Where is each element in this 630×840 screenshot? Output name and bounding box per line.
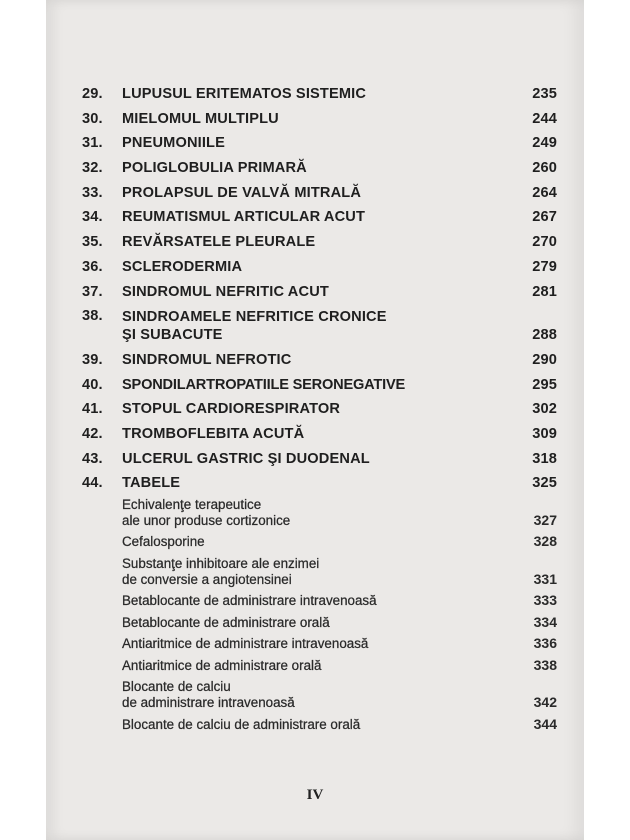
table-of-contents: [82, 86, 557, 738]
toc-subentry: [82, 593, 557, 609]
entry-title: PNEUMONIILE: [122, 135, 226, 152]
entry-title: POLIGLOBULIA PRIMARĂ: [122, 160, 307, 177]
entry-title: LUPUSUL ERITEMATOS SISTEMIC: [122, 86, 367, 102]
entry-page: 295: [532, 376, 557, 393]
subentry-title-line2: ale unor produse cortizonice: [122, 512, 291, 528]
entry-number: 30.: [82, 110, 103, 127]
entry-title: ULCERUL GASTRIC ŞI DUODENAL: [122, 450, 370, 467]
toc-subentry: [82, 717, 557, 733]
toc-entry-44: [82, 475, 557, 492]
subentry-title-line1: Echivalenţe terapeutice: [122, 497, 262, 513]
entry-page: 281: [532, 283, 557, 300]
entry-page: 302: [532, 401, 557, 418]
toc-entry-41: [82, 401, 557, 418]
toc-entry-30: [82, 111, 557, 128]
entry-number: 37.: [82, 283, 103, 300]
page-number: IV: [306, 787, 324, 803]
subentry-title: Betablocante de administrare orală: [122, 614, 330, 630]
subentry-title-line1: Blocante de calciu: [122, 679, 231, 695]
entry-page: 279: [532, 258, 557, 275]
subentry-title: [122, 679, 517, 710]
entry-number: 31.: [82, 135, 103, 152]
subentry-page: 342: [533, 693, 557, 710]
toc-subentry: [82, 658, 557, 674]
subentry-title-line1: Substanţe inhibitoare ale enzimei: [122, 556, 320, 571]
entry-title: TABELE: [122, 475, 181, 492]
entry-title: MIELOMUL MULTIPLU: [122, 110, 279, 127]
entry-title: SINDROMUL NEFRITIC ACUT: [122, 283, 329, 300]
entry-title: [122, 308, 517, 344]
entry-title-line1: SINDROAMELE NEFRITICE CRONICE: [122, 309, 387, 326]
toc-entry-35: [82, 234, 557, 251]
entry-page: 260: [532, 160, 557, 177]
entry-number: 39.: [82, 351, 103, 368]
entry-title: PROLAPSUL DE VALVĂ MITRALĂ: [122, 184, 362, 201]
subentry-title: Antiaritmice de administrare intravenoasă: [122, 636, 369, 652]
entry-number: 43.: [82, 450, 103, 467]
toc-entry-43: [82, 451, 557, 468]
entry-number: 34.: [82, 209, 103, 226]
entry-page: 318: [532, 450, 557, 467]
subentry-page: 328: [533, 533, 557, 550]
entry-number: 38.: [82, 308, 103, 325]
entry-page: 309: [532, 425, 557, 442]
toc-subentry: [82, 534, 557, 550]
toc-subentry: [82, 636, 557, 652]
entry-title: TROMBOFLEBITA ACUTĂ: [122, 425, 305, 442]
entry-page: 264: [532, 184, 557, 201]
entry-number: 41.: [82, 401, 103, 418]
entry-number: 29.: [82, 86, 103, 102]
entry-title: REUMATISMUL ARTICULAR ACUT: [122, 209, 366, 226]
toc-entry-39: [82, 352, 557, 369]
toc-entry-33: [82, 185, 557, 202]
entry-title: STOPUL CARDIORESPIRATOR: [122, 401, 341, 418]
entry-title: SCLERODERMIA: [122, 258, 243, 275]
entry-number: 32.: [82, 160, 103, 177]
entry-page: 267: [532, 209, 557, 226]
toc-subentry: [82, 556, 557, 587]
subentry-page: 333: [533, 592, 557, 609]
subentry-title: Betablocante de administrare intravenoasă: [122, 593, 377, 609]
subentry-page: 327: [533, 511, 557, 528]
entry-number: 35.: [82, 234, 103, 251]
toc-entry-31: [82, 135, 557, 152]
toc-subentry: [82, 497, 557, 528]
toc-entry-42: [82, 426, 557, 443]
toc-subentry: [82, 679, 557, 710]
entry-title: SINDROMUL NEFROTIC: [122, 351, 292, 368]
entry-title-line2: ŞI SUBACUTE: [122, 327, 223, 344]
subentry-title: [122, 556, 517, 587]
entry-page: 288: [532, 327, 557, 344]
entry-page: 249: [532, 135, 557, 152]
entry-page: 235: [532, 86, 557, 102]
subentry-title-line2: de administrare intravenoasă: [122, 694, 295, 710]
toc-entry-36: [82, 259, 557, 276]
toc-entry-40: [82, 377, 557, 394]
subentry-title: [122, 497, 517, 528]
subentry-page: 334: [533, 613, 557, 630]
subentry-title: Cefalosporine: [122, 534, 205, 550]
entry-number: 42.: [82, 425, 103, 442]
entry-page: 270: [532, 234, 557, 251]
entry-number: 33.: [82, 184, 103, 201]
entry-title: SPONDILARTROPATIILE SERONEGATIVE: [122, 376, 406, 393]
entry-page: 290: [532, 351, 557, 368]
entry-title: REVĂRSATELE PLEURALE: [122, 234, 316, 251]
subentry-title: Antiaritmice de administrare orală: [122, 657, 322, 673]
toc-subentry: [82, 615, 557, 631]
subentry-title: Blocante de calciu de administrare orală: [122, 716, 361, 732]
toc-entry-37: [82, 284, 557, 301]
entry-page: 244: [532, 110, 557, 127]
subentry-title-line2: de conversie a angiotensinei: [122, 571, 292, 587]
entry-number: 40.: [82, 376, 103, 393]
entry-page: 325: [532, 475, 557, 492]
entry-number: 36.: [82, 258, 103, 275]
toc-entry-29: [82, 86, 557, 103]
toc-entry-34: [82, 209, 557, 226]
subentry-page: 331: [533, 570, 557, 587]
toc-entry-32: [82, 160, 557, 177]
entry-number: 44.: [82, 475, 103, 492]
subentry-page: 344: [533, 715, 557, 732]
subentry-page: 338: [533, 656, 557, 673]
subentry-page: 336: [533, 635, 557, 652]
toc-entry-38: [82, 308, 557, 344]
